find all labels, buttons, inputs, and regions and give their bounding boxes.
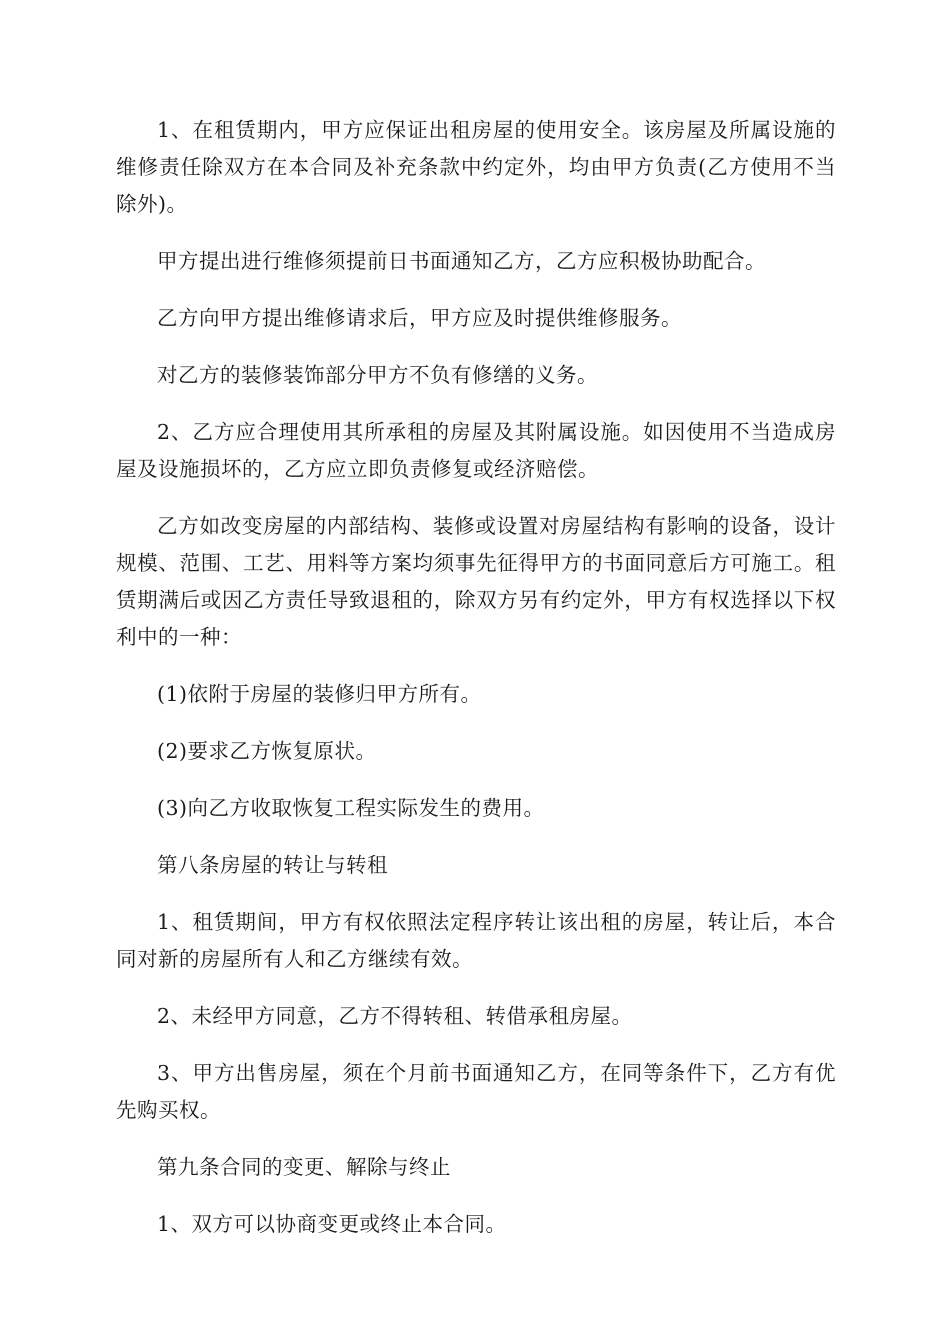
paragraph-option-2: (2)要求乙方恢复原状。 xyxy=(157,739,377,763)
paragraph-repair-notice: 甲方提出进行维修须提前日书面通知乙方，乙方应积极协助配合。 xyxy=(157,249,766,273)
paragraph-repair-responsibility: 1、在租赁期内，甲方应保证出租房屋的使用安全。该房屋及所属设施的维修责任除双方在本合同及补充条款中约定外，均由甲方负责(乙方使用不当除外)。 xyxy=(116,118,836,216)
paragraph-proper-use: 2、乙方应合理使用其所承租的房屋及其附属设施。如因使用不当造成房屋及设施损坏的，乙方应立即负责修复或经济赔偿。 xyxy=(116,420,836,481)
paragraph-transfer: 1、租赁期间，甲方有权依照法定程序转让该出租的房屋，转让后，本合同对新的房屋所有人和乙方继续有效。 xyxy=(116,910,836,971)
paragraph-sublease: 2、未经甲方同意，乙方不得转租、转借承租房屋。 xyxy=(157,1004,633,1028)
section-heading-article-9: 第九条合同的变更、解除与终止 xyxy=(157,1155,451,1179)
paragraph-repair-request: 乙方向甲方提出维修请求后，甲方应及时提供维修服务。 xyxy=(157,306,682,330)
paragraph-sale-priority: 3、甲方出售房屋，须在个月前书面通知乙方，在同等条件下，乙方有优先购买权。 xyxy=(116,1061,836,1122)
paragraph-decoration-repair: 对乙方的装修装饰部分甲方不负有修缮的义务。 xyxy=(157,363,598,387)
paragraph-option-3: (3)向乙方收取恢复工程实际发生的费用。 xyxy=(157,796,545,820)
section-heading-article-8: 第八条房屋的转让与转租 xyxy=(157,853,388,877)
document-body xyxy=(116,112,836,1263)
paragraph-modify-terminate: 1、双方可以协商变更或终止本合同。 xyxy=(157,1212,507,1236)
paragraph-structure-change: 乙方如改变房屋的内部结构、装修或设置对房屋结构有影响的设备，设计规模、范围、工艺、用料等方案均须事先征得甲方的书面同意后方可施工。租赁期满后或因乙方责任导致退租的，除双方另有约定外，甲方有权选择以下权利中的一种： xyxy=(116,514,836,649)
paragraph-option-1: (1)依附于房屋的装修归甲方所有。 xyxy=(157,682,482,706)
